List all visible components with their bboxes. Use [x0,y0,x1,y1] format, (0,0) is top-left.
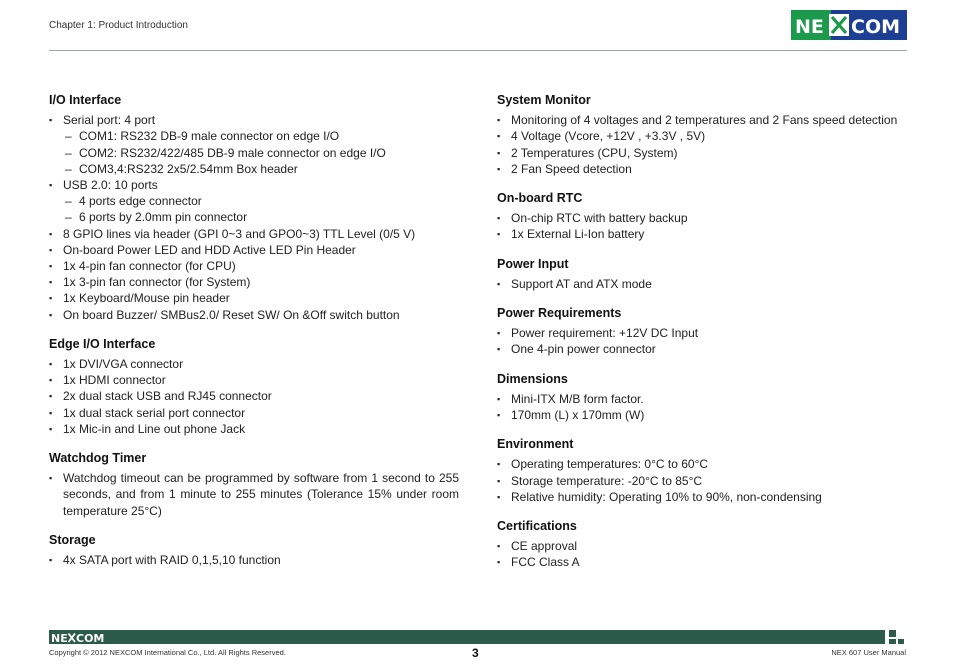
spec-item [49,388,459,404]
spec-subitem: – COM1: RS232 DB-9 male connector on edge I/O [63,128,459,144]
spec-subitem: – 4 ports edge connector [63,193,459,209]
spec-item [497,145,911,161]
section-title: Dimensions [497,371,568,386]
spec-section [49,92,459,323]
spec-item [497,161,911,177]
spec-subitem: – COM3,4:RS232 2x5/2.54mm Box header [63,161,459,177]
section-title: Power Requirements [497,306,622,321]
spec-item-text: 1x DVI/VGA connector [63,357,184,372]
footer-bar [49,630,885,644]
spec-item [49,421,459,437]
spec-item-text: 1x Keyboard/Mouse pin header [63,291,230,306]
spec-item [497,554,911,570]
spec-section [49,532,459,568]
spec-sublist [63,193,459,225]
manual-name: NEX 607 User Manual [831,648,906,657]
spec-item [497,456,911,472]
spec-list [497,276,911,292]
spec-item [497,407,911,423]
spec-item-text: 2 Fan Speed detection [511,161,632,176]
spec-item-text: One 4-pin power connector [511,342,656,357]
spec-item [49,470,459,519]
spec-item [497,391,911,407]
spec-item-text: USB 2.0: 10 ports [63,178,158,193]
spec-item-text: Monitoring of 4 voltages and 2 temperatures and 2 Fans speed detection [511,113,898,128]
nexcom-logo [791,10,907,40]
spec-item [49,356,459,372]
spec-list [49,112,459,323]
spec-list [497,325,911,357]
spec-list [497,112,911,177]
spec-item [49,258,459,274]
spec-item-text: 4x SATA port with RAID 0,1,5,10 function [63,553,281,568]
spec-section [497,256,911,292]
chapter-title: Chapter 1: Product Introduction [49,20,188,31]
section-title: Certifications [497,519,577,534]
spec-item [49,226,459,242]
right-column [497,92,911,584]
section-title: System Monitor [497,93,591,107]
spec-item-text: 1x External Li-Ion battery [511,227,645,242]
spec-item-text: On-board Power LED and HDD Active LED Pin Header [63,242,356,257]
spec-item [49,405,459,421]
spec-item [49,372,459,388]
footer-square-1 [889,630,896,637]
spec-section [49,450,459,519]
spec-item-text: 1x HDMI connector [63,373,166,388]
spec-item [49,290,459,306]
spec-item [497,473,911,489]
spec-item-text: Support AT and ATX mode [511,276,652,291]
spec-list [49,356,459,437]
spec-item-text: 2 Temperatures (CPU, System) [511,145,678,160]
footer-square-2 [889,639,896,644]
spec-subitem: – 6 ports by 2.0mm pin connector [63,209,459,225]
section-title: I/O Interface [49,93,122,107]
spec-item [497,489,911,505]
spec-item [49,177,459,226]
svg-text:COM: COM [851,16,901,38]
svg-text:COM: COM [76,632,105,643]
left-column [49,92,459,581]
footer-square-3 [898,639,904,644]
spec-item-text: 1x Mic-in and Line out phone Jack [63,421,246,436]
spec-item [49,112,459,177]
spec-item [497,538,911,554]
spec-list [497,456,911,505]
spec-item [497,128,911,144]
spec-item-text: FCC Class A [511,555,580,570]
spec-item-text: 1x 3-pin fan connector (for System) [63,275,251,290]
svg-text:NE: NE [795,16,824,38]
spec-list [49,552,459,568]
spec-list [497,538,911,570]
spec-item-text: 4 Voltage (Vcore, +12V , +3.3V , 5V) [511,129,706,144]
spec-item-text: Relative humidity: Operating 10% to 90%, non-condensing [511,489,822,504]
spec-item [497,276,911,292]
header-rule [49,50,907,51]
spec-item [497,112,911,128]
section-title: Environment [497,437,574,452]
section-title: Watchdog Timer [49,451,147,466]
spec-item [497,325,911,341]
spec-item-text: 170mm (L) x 170mm (W) [511,408,645,423]
spec-section [497,518,911,571]
spec-item-text: CE approval [511,539,578,554]
spec-section [497,190,911,243]
spec-item [497,341,911,357]
spec-sublist [63,128,459,177]
spec-list [497,210,911,242]
spec-item-text: 1x dual stack serial port connector [63,405,246,420]
spec-item-text: Operating temperatures: 0°C to 60°C [511,457,709,472]
spec-item-text: 2x dual stack USB and RJ45 connector [63,389,272,404]
spec-subitem: – COM2: RS232/422/485 DB-9 male connector on edge I/O [63,145,459,161]
footer-nexcom-logo [51,632,107,643]
copyright-text: Copyright © 2012 NEXCOM International Co., Ltd. All Rights Reserved. [49,648,286,657]
spec-item-text: On board Buzzer/ SMBus2.0/ Reset SW/ On &Off switch button [63,307,400,322]
spec-item-text: ▪ Watchdog timeout can be programmed by software from 1 second to 255 seconds, and from 1 minute to 255 minutes (Tolerance 15% under room temperature 25°C) [63,471,459,518]
spec-section [49,336,459,437]
spec-item-text: 8 GPIO lines via header (GPI 0~3 and GPO0~3) TTL Level (0/5 V) [63,226,416,241]
spec-list [497,391,911,423]
spec-item [49,307,459,323]
spec-item [497,226,911,242]
section-title: Storage [49,532,96,547]
svg-text:NE: NE [51,632,68,643]
spec-item [49,242,459,258]
spec-item [497,210,911,226]
spec-item-text: Storage temperature: -20°C to 85°C [511,473,703,488]
spec-item-text: Mini-ITX M/B form factor. [511,391,644,406]
spec-section [497,92,911,177]
spec-item-text: Serial port: 4 port [63,113,156,128]
spec-item [49,552,459,568]
page-number: 3 [472,646,479,660]
section-title: Power Input [497,256,569,271]
section-title: On-board RTC [497,191,583,206]
spec-section [497,371,911,424]
spec-item-text: On-chip RTC with battery backup [511,211,688,226]
spec-item-text: Power requirement: +12V DC Input [511,326,699,341]
spec-list [49,470,459,519]
section-title: Edge I/O Interface [49,336,156,351]
spec-item-text: 1x 4-pin fan connector (for CPU) [63,259,236,274]
spec-section [497,436,911,505]
spec-item [49,274,459,290]
spec-section [497,305,911,358]
